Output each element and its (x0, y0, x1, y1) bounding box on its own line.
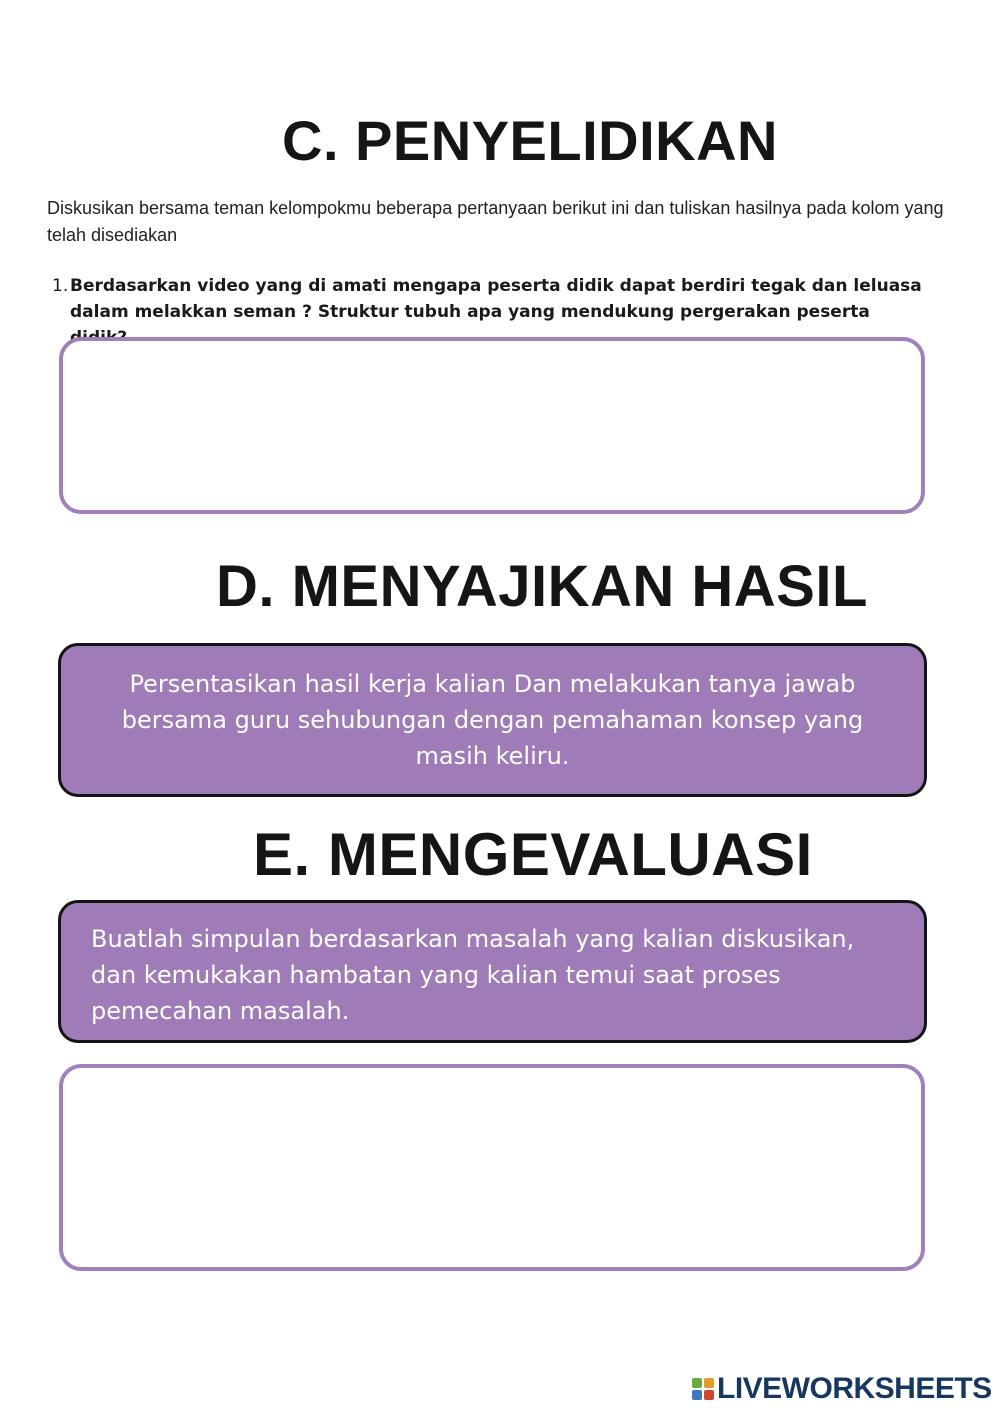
liveworksheets-logo (692, 1372, 992, 1406)
section-d-heading: D. MENYAJIKAN HASIL (216, 554, 868, 619)
section-d-instruction-box (58, 643, 927, 797)
logo-square-i (704, 1378, 714, 1388)
logo-square-v (692, 1390, 702, 1400)
section-e-heading: E. MENGEVALUASI (253, 821, 813, 888)
answer-box-question-1[interactable] (59, 337, 925, 514)
section-d-instruction-text: Persentasikan hasil kerja kalian Dan melakukan tanya jawab bersama guru sehubungan dengan pemahaman konsep yang masih keliru. (121, 670, 864, 770)
liveworksheets-logo-icon (692, 1378, 714, 1400)
logo-square-l (692, 1378, 702, 1388)
section-c-heading: C. PENYELIDIKAN (282, 109, 778, 172)
liveworksheets-logo-text: LIVEWORKSHEETS (717, 1372, 992, 1405)
question-text: Berdasarkan video yang di amati mengapa peserta didik dapat berdiri tegak dan leluasa dalam melakkan seman ? Struktur tubuh apa yang mendukung pergerakan peserta (70, 276, 922, 322)
section-e-instruction-box (58, 900, 927, 1043)
question-number: 1. (52, 276, 69, 296)
section-e-instruction-text: Buatlah simpulan berdasarkan masalah yang kalian diskusikan, dan kemukakan hambatan yang kalian temui saat proses pemecahan masalah. (91, 925, 855, 1025)
answer-box-evaluation[interactable] (59, 1064, 925, 1271)
logo-square-e (704, 1390, 714, 1400)
section-c-intro: Diskusikan bersama teman kelompokmu beberapa pertanyaan berikut ini dan tuliskan hasilnya pada kolom yang telah disediakan (47, 198, 944, 245)
